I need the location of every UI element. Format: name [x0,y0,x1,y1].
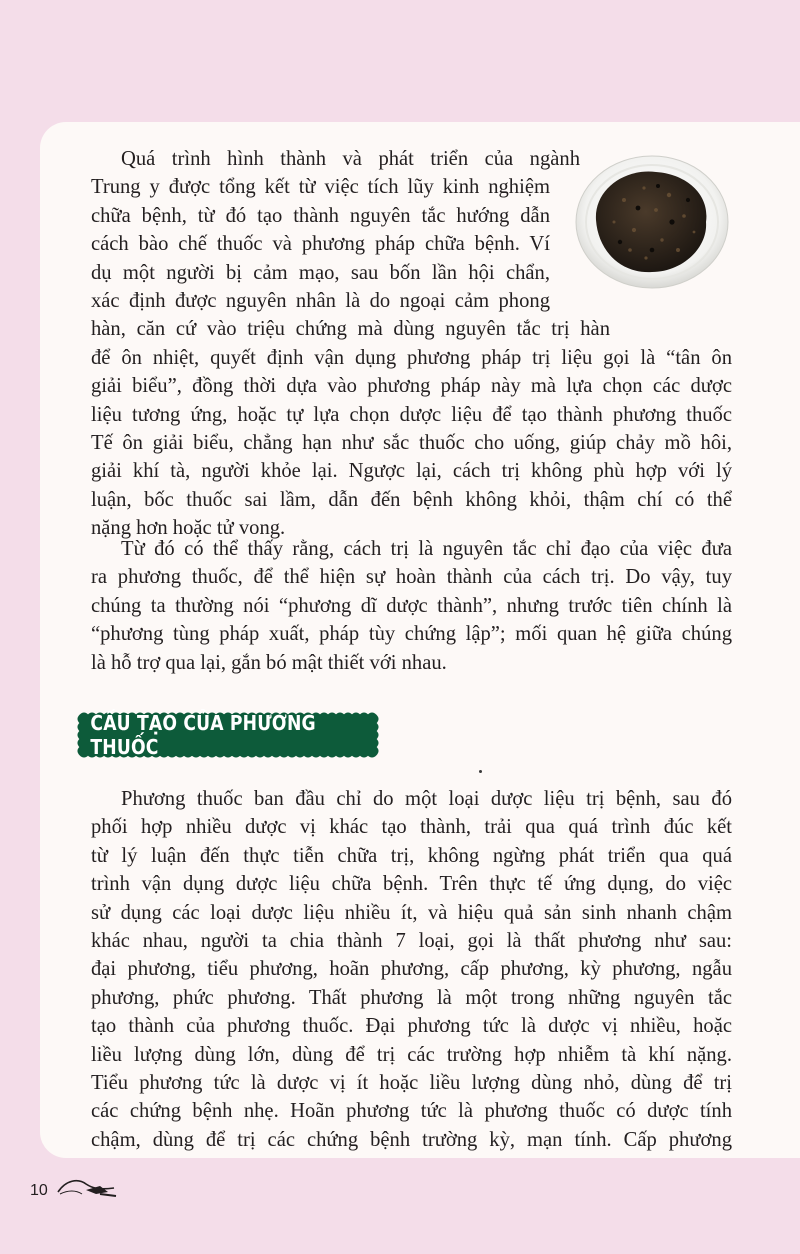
text-line: luận, bốc thuốc sai lầm, dẫn đến bệnh không khỏi, thậm chí có thể [91,488,732,511]
section-heading [68,709,388,761]
text-line: “phương tùng pháp xuất, pháp tùy chứng lập”; mối quan hệ giữa chúng [91,623,732,646]
text-line: Trung y được tổng kết từ việc tích lũy kinh nghiệm [91,176,550,199]
brush-ornament-icon [56,1172,118,1200]
text-line: Tế ôn giải biểu, chẳng hạn như sắc thuốc cho uống, giúp chảy mồ hôi, [91,432,732,455]
herb-dish-icon [574,150,730,290]
text-line: ra phương thuốc, để thể hiện sự hoàn thành của cách trị. Do vậy, tuy [91,566,732,589]
text-line: chúng ta thường nói “phương dĩ dược thành”, nhưng trước tiên chính là [91,594,732,617]
text-line: khác nhau, người ta chia thành 7 loại, gọi là thất phương như sau: [91,930,732,953]
text-line: đại phương, tiểu phương, hoãn phương, cấp phương, kỳ phương, ngẫu [91,958,732,981]
text-line: sử dụng các loại dược liệu nhiều ít, và hiệu quả sản sinh nhanh chậm [91,901,732,924]
text-line: Tiểu phương tức là dược vị ít hoặc liều lượng dùng nhỏ, dùng để trị [91,1072,732,1095]
text-line: cách bào chế thuốc và phương pháp chữa bệnh. Ví [91,233,550,256]
text-line: trình vận dụng dược liệu chữa bệnh. Trên thực tế ứng dụng, do việc [91,873,732,896]
text-line: phương, phức phương. Thất phương là một trong những nguyên tắc [91,986,732,1009]
text-line: chữa bệnh, từ đó tạo thành nguyên tắc hướng dẫn [91,204,550,227]
stray-dot [479,770,482,773]
text-line: các chứng bệnh nhẹ. Hoãn phương tức là phương thuốc có dược tính [91,1100,732,1123]
text-line: để ôn nhiệt, quyết định vận dụng phương pháp trị liệu gọi là “tân ôn [91,346,732,369]
text-line: dụ một người bị cảm mạo, sau bốn lần hội chẩn, [91,261,550,284]
text-line: Quá trình hình thành và phát triển của ngành [121,148,580,170]
page-number: 10 [30,1182,48,1199]
text-line: giải khí tà, người khỏe lại. Ngược lại, cách trị không phù hợp với lý [91,460,732,483]
text-line: Từ đó có thể thấy rằng, cách trị là nguyên tắc chỉ đạo của việc đưa [121,538,732,560]
paragraph-3 [88,785,732,1154]
text-line: xác định được nguyên nhân là do ngoại cảm phong [91,290,550,313]
text-line: từ lý luận đến thực tiễn chữa trị, không ngừng phát triển qua quá [91,844,732,867]
section-heading-text: CẤU TẠO CỦA PHƯƠNG THUỐC [90,711,316,759]
paragraph-2 [88,535,732,677]
text-line: liều lượng dùng lớn, dùng để trị các trường hợp nhiễm tà khí nặng. [91,1043,732,1066]
text-line: hàn, căn cứ vào triệu chứng mà dùng nguyên tắc trị hàn [91,318,610,341]
text-line: Phương thuốc ban đầu chỉ do một loại dược liệu trị bệnh, sau đó [121,788,732,810]
text-line: là hỗ trợ qua lại, gắn bó mật thiết với nhau. [91,651,447,674]
text-line: liệu tương ứng, hoặc tự lựa chọn dược liệu để tạo thành phương thuốc [91,403,732,426]
text-line: giải biểu”, đồng thời dựa vào phương pháp này mà lựa chọn các dược [91,375,732,398]
text-line: chậm, dùng để trị các chứng bệnh trường kỳ, mạn tính. Cấp phương [91,1128,732,1151]
text-line: phối hợp nhiều dược vị khác tạo thành, trải qua quá trình đúc kết [91,816,732,839]
text-line: nặng hơn hoặc tử vong. [91,517,286,540]
text-line: tạo thành của phương thuốc. Đại phương tức là dược vị nhiều, hoặc [91,1015,732,1038]
